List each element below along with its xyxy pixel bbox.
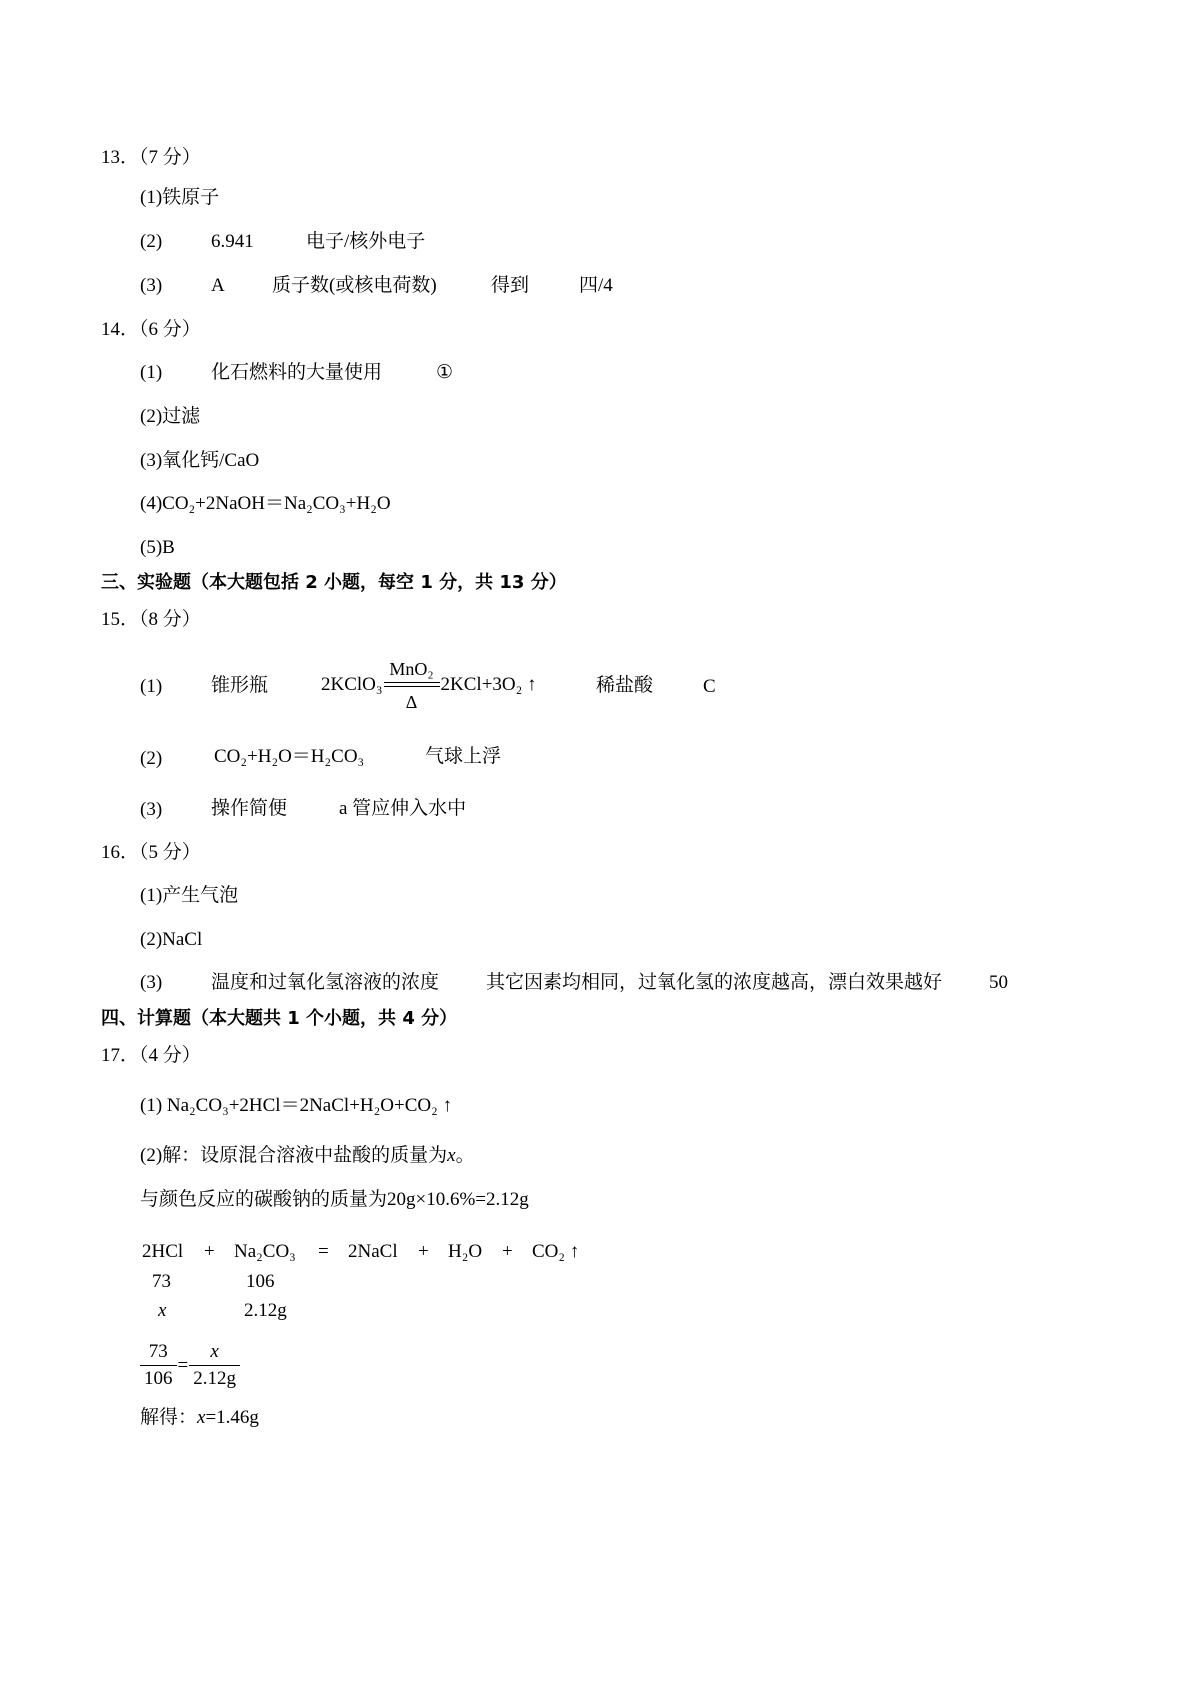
q17-part2 [140, 1144, 475, 1168]
q15-part2-answer-b: 气球上浮 [425, 746, 502, 767]
q17-part2-suffix: 。 [455, 1145, 475, 1166]
q15-part1-num: (1) [140, 676, 163, 697]
q15-part1-answer-a: 锥形瓶 [211, 675, 269, 696]
molar-mass-na2co3: 106 [246, 1271, 275, 1292]
section-4-heading: 四、计算题（本大题共 1 个小题，共 4 分） [101, 1008, 458, 1029]
section-3-heading: 三、实验题（本大题包括 2 小题，每空 1 分，共 13 分） [101, 572, 567, 593]
fraction-left [140, 1341, 177, 1390]
answer-value: =1.46g [205, 1407, 259, 1428]
q14-part1-num: (1) [140, 362, 163, 383]
q15-part3-answer-a: 操作简便 [211, 798, 288, 819]
q13-part3-answer-c: 得到 [491, 275, 530, 296]
q17-part2-prefix: (2)解：设原混合溶液中盐酸的质量为 [140, 1145, 448, 1166]
given-mass: 2.12g [244, 1300, 287, 1321]
eq-term-hcl: 2HCl [142, 1241, 184, 1262]
q17-part1: (1) Na₂CO₃+2HCl＝2NaCl+H₂O+CO₂ ↑ [140, 1095, 452, 1116]
q14-part4: (4)CO₂+2NaOH＝Na₂CO₃+H₂O [140, 493, 391, 514]
q15-title: 15．（8 分） [101, 609, 201, 630]
q17-part2-variable: x [447, 1145, 456, 1166]
heat-symbol: Δ [405, 691, 418, 712]
q13-part1: (1)铁原子 [140, 187, 220, 208]
fraction-right-denominator: 2.12g [189, 1365, 240, 1390]
double-bar [384, 682, 440, 687]
q16-part3-answer-c: 50 [989, 972, 1008, 993]
proportion [140, 1341, 240, 1390]
equation-reactant: 2KClO₃ [321, 674, 383, 695]
q14-part1-answer-a: 化石燃料的大量使用 [211, 362, 383, 383]
q13-part2-answer-a: 6.941 [211, 231, 254, 252]
q16-part2: (2)NaCl [140, 929, 203, 950]
q13-part3-answer-a: A [211, 275, 225, 296]
q14-part1-answer-b: ① [436, 362, 454, 383]
q15-part1-answer-c: 稀盐酸 [596, 675, 654, 696]
q14-part5: (5)B [140, 537, 175, 558]
fraction-right-numerator: x [210, 1341, 219, 1362]
q16-part3-num: (3) [140, 972, 163, 993]
eq-term-h2o: H₂O [448, 1241, 483, 1262]
q13-part3-answer-b: 质子数(或核电荷数) [272, 275, 437, 296]
catalyst-label: MnO₂ [389, 658, 434, 679]
eq-term-nacl: 2NaCl [348, 1241, 398, 1262]
q14-part2: (2)过滤 [140, 406, 201, 427]
q15-part2-num: (2) [140, 748, 163, 769]
q13-part2-num: (2) [140, 231, 163, 252]
q17-title: 17．（4 分） [101, 1045, 201, 1066]
answer-variable: x [197, 1407, 206, 1428]
reaction-condition [384, 658, 440, 713]
answer-prefix: 解得： [140, 1407, 198, 1428]
molar-mass-hcl: 73 [152, 1271, 171, 1292]
q14-title: 14．（6 分） [101, 319, 201, 340]
proportion-equals: = [177, 1354, 189, 1376]
eq-term-equals: = [318, 1241, 329, 1262]
eq-term-na2co3: Na₂CO₃ [234, 1241, 296, 1262]
q15-equation-kclo3 [321, 650, 537, 720]
eq-term-plus-1: + [204, 1241, 215, 1262]
q16-title: 16．（5 分） [101, 842, 201, 863]
fraction-right [189, 1341, 240, 1390]
q13-part3-num: (3) [140, 275, 163, 296]
q16-part3-answer-a: 温度和过氧化氢溶液的浓度 [211, 972, 440, 993]
unknown-x: x [158, 1300, 167, 1321]
eq-term-plus-3: + [502, 1241, 513, 1262]
eq-term-co2: CO₂ ↑ [532, 1241, 580, 1262]
q17-part3: 与颜色反应的碳酸钠的质量为20g×10.6%=2.12g [140, 1189, 529, 1210]
q15-part3-answer-b: a 管应伸入水中 [339, 798, 467, 819]
eq-term-plus-2: + [418, 1241, 429, 1262]
q13-title: 13．（7 分） [101, 147, 201, 168]
q17-answer [140, 1406, 259, 1430]
q14-part3: (3)氧化钙/CaO [140, 450, 260, 471]
q13-part2-answer-b: 电子/核外电子 [306, 231, 426, 252]
equation-products: 2KCl+3O₂ ↑ [440, 674, 537, 695]
q15-part2-equation: CO₂+H₂O＝H₂CO₃ [214, 746, 365, 767]
fraction-left-denominator: 106 [140, 1365, 177, 1390]
fraction-left-numerator: 73 [148, 1341, 168, 1362]
q15-part1-answer-d: C [703, 676, 716, 697]
q13-part3-answer-d: 四/4 [579, 275, 613, 296]
q16-part1: (1)产生气泡 [140, 885, 239, 906]
q15-part3-num: (3) [140, 799, 163, 820]
q16-part3-answer-b: 其它因素均相同，过氧化氢的浓度越高，漂白效果越好 [486, 972, 943, 993]
